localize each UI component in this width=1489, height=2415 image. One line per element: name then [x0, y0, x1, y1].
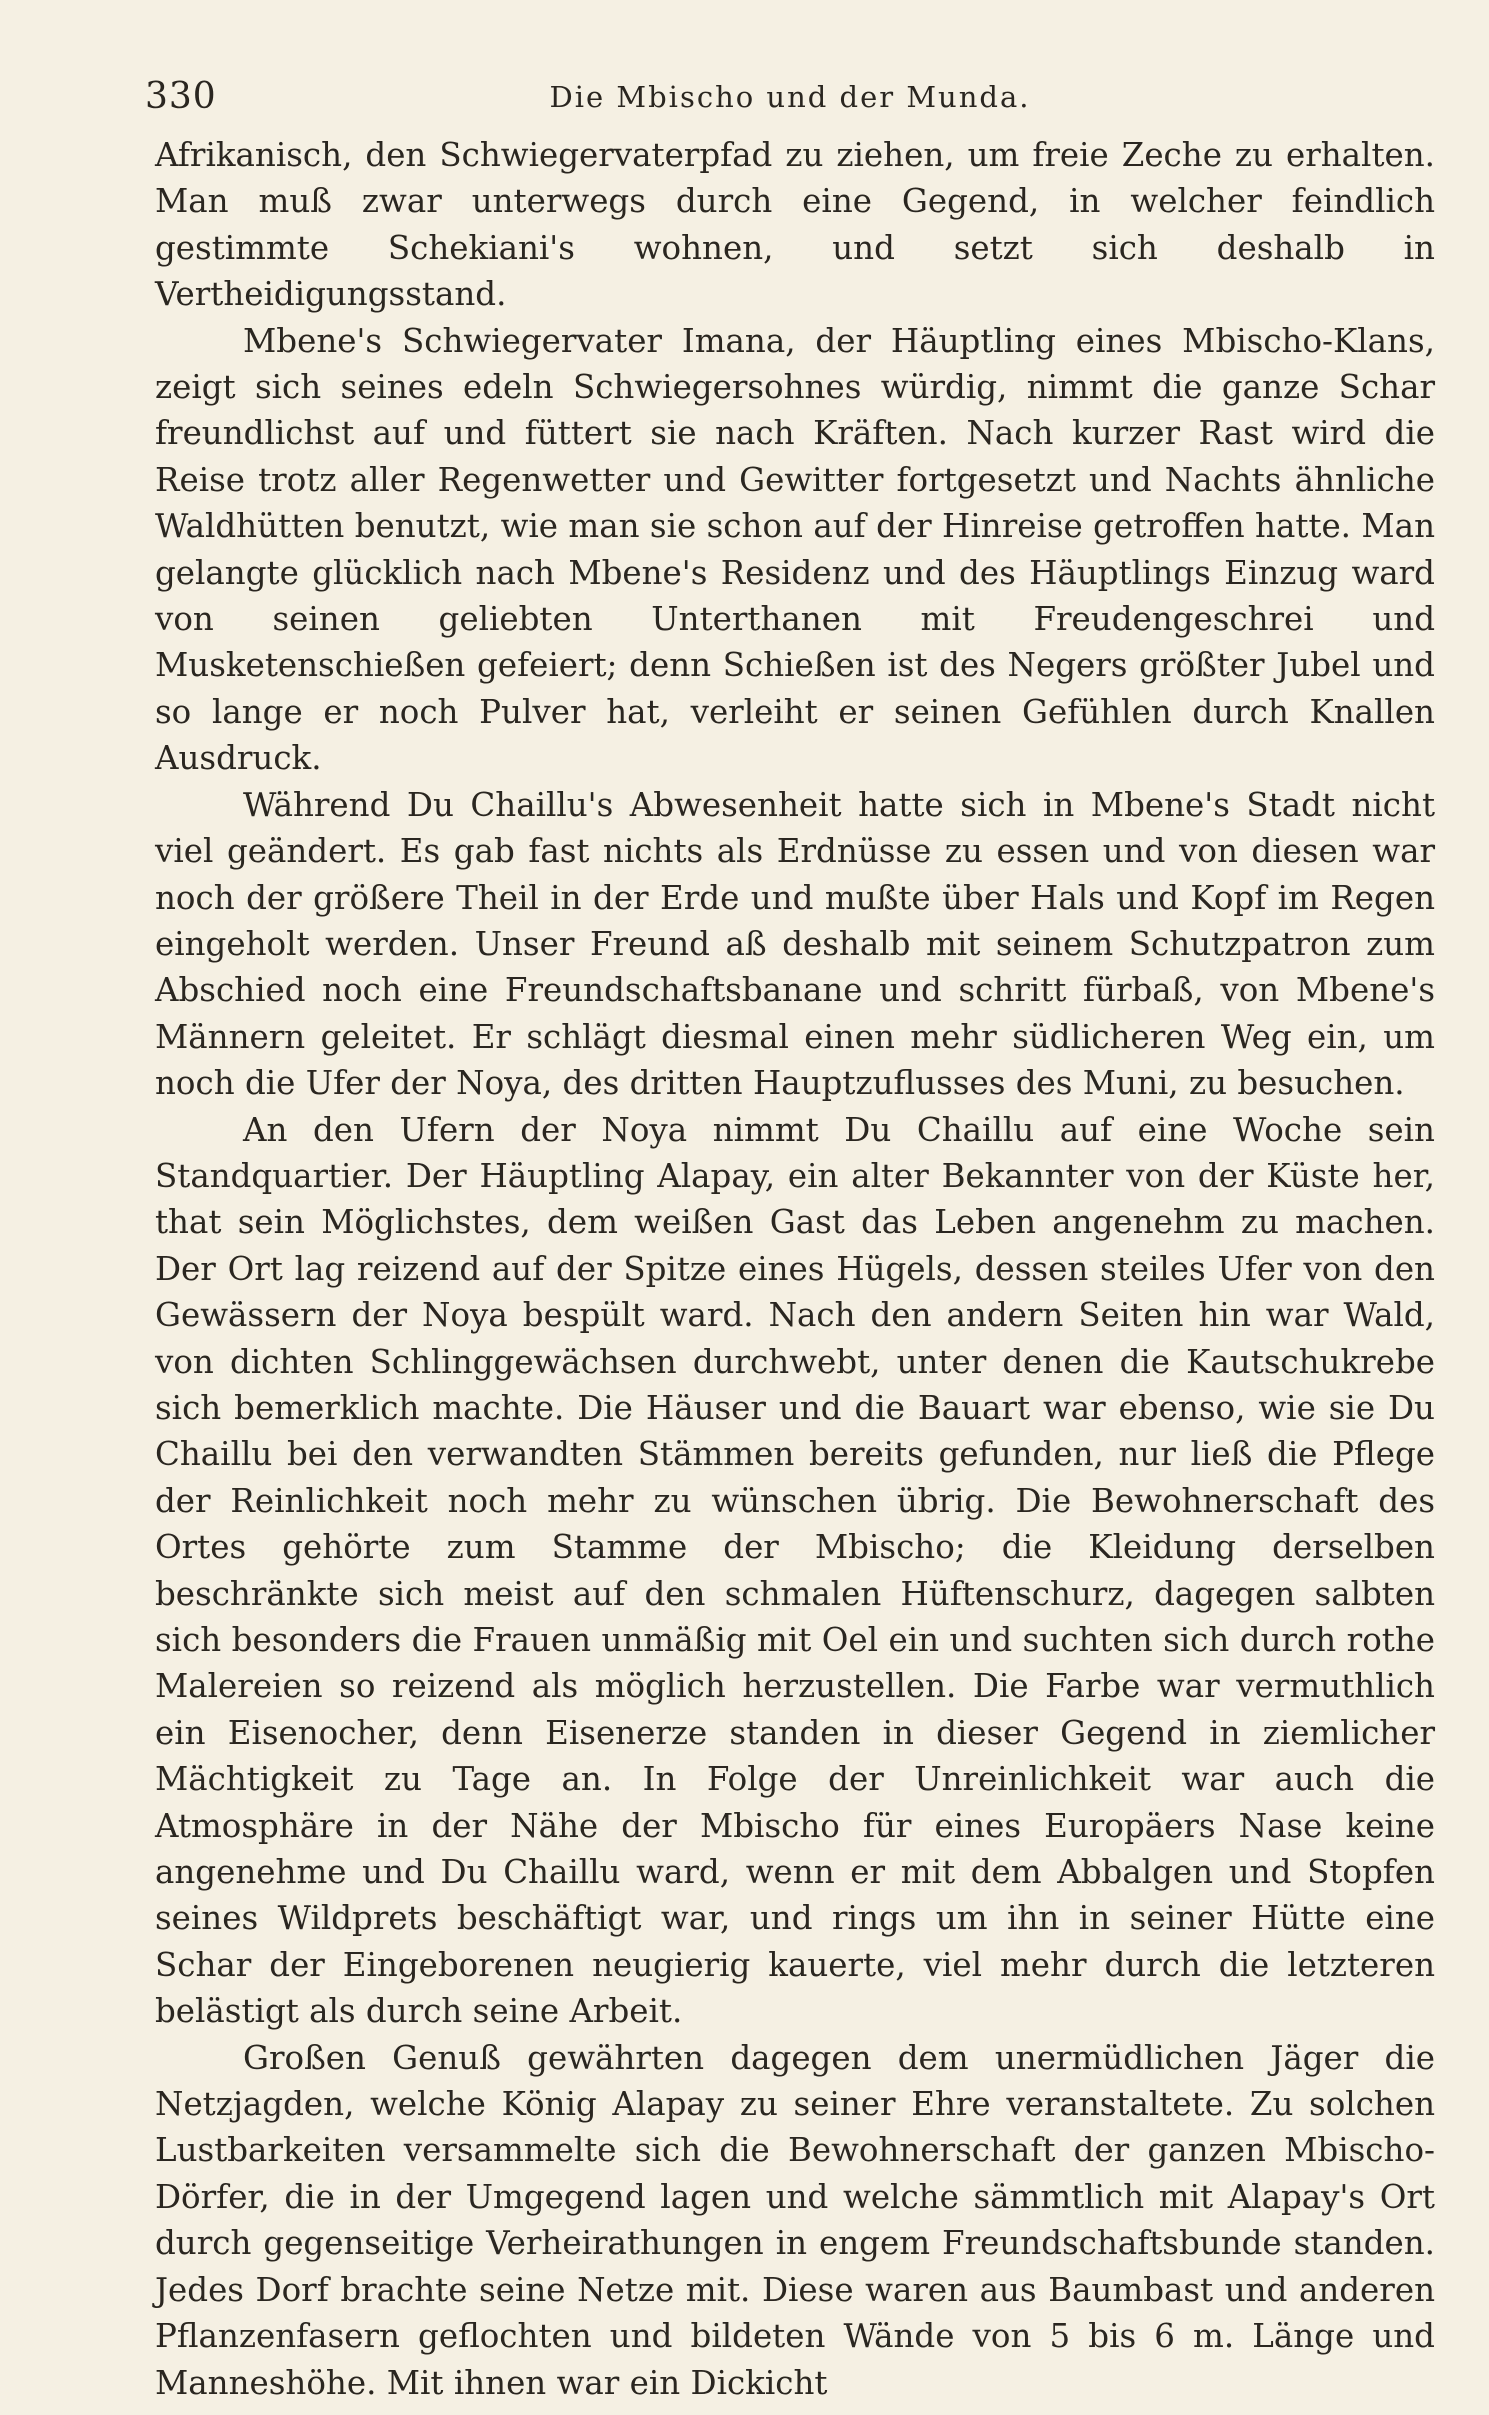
body-text — [155, 132, 1435, 2406]
paragraph-2: Mbene's Schwiegervater Imana, der Häuptling eines Mbischo-Klans, zeigt sich seines edeln Schwiegersohnes würdig, nimmt die ganze Schar freundlichst auf und füttert sie nach Kräften. Nach kurzer Rast wird die Reise trotz aller Regenwetter und Gewitter fortgesetzt und Nachts ähnliche Waldhütten benutzt, wie man sie schon auf der Hinreise getroffen hatte. Man gelangte glücklich nach Mbene's Residenz und des Häuptlings Einzug ward von seinen geliebten Unterthanen mit Freudengeschrei und Musketenschießen gefeiert; denn Schießen ist des Negers größter Jubel und so lange er noch Pulver hat, verleiht er seinen Gefühlen durch Knallen Ausdruck. — [155, 321, 1435, 778]
paragraph-3: Während Du Chaillu's Abwesenheit hatte sich in Mbene's Stadt nicht viel geändert. Es gab fast nichts als Erdnüsse zu essen und von diesen war noch der größere Theil in der Erde und mußte über Hals und Kopf im Regen eingeholt werden. Unser Freund aß deshalb mit seinem Schutzpatron zum Abschied noch eine Freundschaftsbanane und schritt fürbaß, von Mbene's Männern geleitet. Er schlägt diesmal einen mehr südlicheren Weg ein, um noch die Ufer der Noya, des dritten Hauptzuflusses des Muni, zu besuchen. — [155, 785, 1435, 1103]
paragraph-4: An den Ufern der Noya nimmt Du Chaillu auf eine Woche sein Standquartier. Der Häuptling Alapay, ein alter Bekannter von der Küste her, that sein Möglichstes, dem weißen Gast das Leben angenehm zu machen. Der Ort lag reizend auf der Spitze eines Hügels, dessen steiles Ufer von den Gewässern der Noya bespült ward. Nach den andern Seiten hin war Wald, von dichten Schlinggewächsen durchwebt, unter denen die Kautschukrebe sich bemerklich machte. Die Häuser und die Bauart war ebenso, wie sie Du Chaillu bei den verwandten Stämmen bereits gefunden, nur ließ die Pflege der Reinlichkeit noch mehr zu wünschen übrig. Die Bewohnerschaft des Ortes gehörte zum Stamme der Mbischo; die Kleidung derselben beschränkte sich meist auf den schmalen Hüftenschurz, dagegen salbten sich besonders die Frauen unmäßig mit Oel ein und suchten sich durch rothe Malereien so reizend als möglich herzustellen. Die Farbe war vermuthlich ein Eisenocher, denn Eisenerze standen in dieser Gegend in ziemlicher Mächtigkeit zu Tage an. In Folge der Unreinlichkeit war auch die Atmosphäre in der Nähe der Mbischo für eines Europäers Nase keine angenehme und Du Chaillu ward, wenn er mit dem Abbalgen und Stopfen seines Wildprets beschäftigt war, und rings um ihn in seiner Hütte eine Schar der Eingeborenen neugierig kauerte, viel mehr durch die letzteren belästigt als durch seine Arbeit. — [155, 1110, 1435, 2031]
page-header — [145, 72, 1435, 122]
paragraph-5: Großen Genuß gewährten dagegen dem unermüdlichen Jäger die Netzjagden, welche König Alapay zu seiner Ehre veranstaltete. Zu solchen Lustbarkeiten versammelte sich die Bewohnerschaft der ganzen Mbischo-Dörfer, die in der Umgegend lagen und welche sämmtlich mit Alapay's Ort durch gegenseitige Verheirathungen in engem Freundschaftsbunde standen. Jedes Dorf brachte seine Netze mit. Diese waren aus Baumbast und anderen Pflanzenfasern geflochten und bildeten Wände von 5 bis 6 m. Länge und Manneshöhe. Mit ihnen war ein Dickicht — [155, 2038, 1435, 2402]
paragraph-1: Afrikanisch, den Schwiegervaterpfad zu ziehen, um freie Zeche zu erhalten. Man muß zwar unterwegs durch eine Gegend, in welcher feindlich gestimmte Schekiani's wohnen, und setzt sich deshalb in Vertheidigungsstand. — [155, 136, 1435, 314]
running-head: Die Mbischo und der Munda. — [549, 80, 1031, 114]
page-number: 330 — [145, 76, 217, 117]
